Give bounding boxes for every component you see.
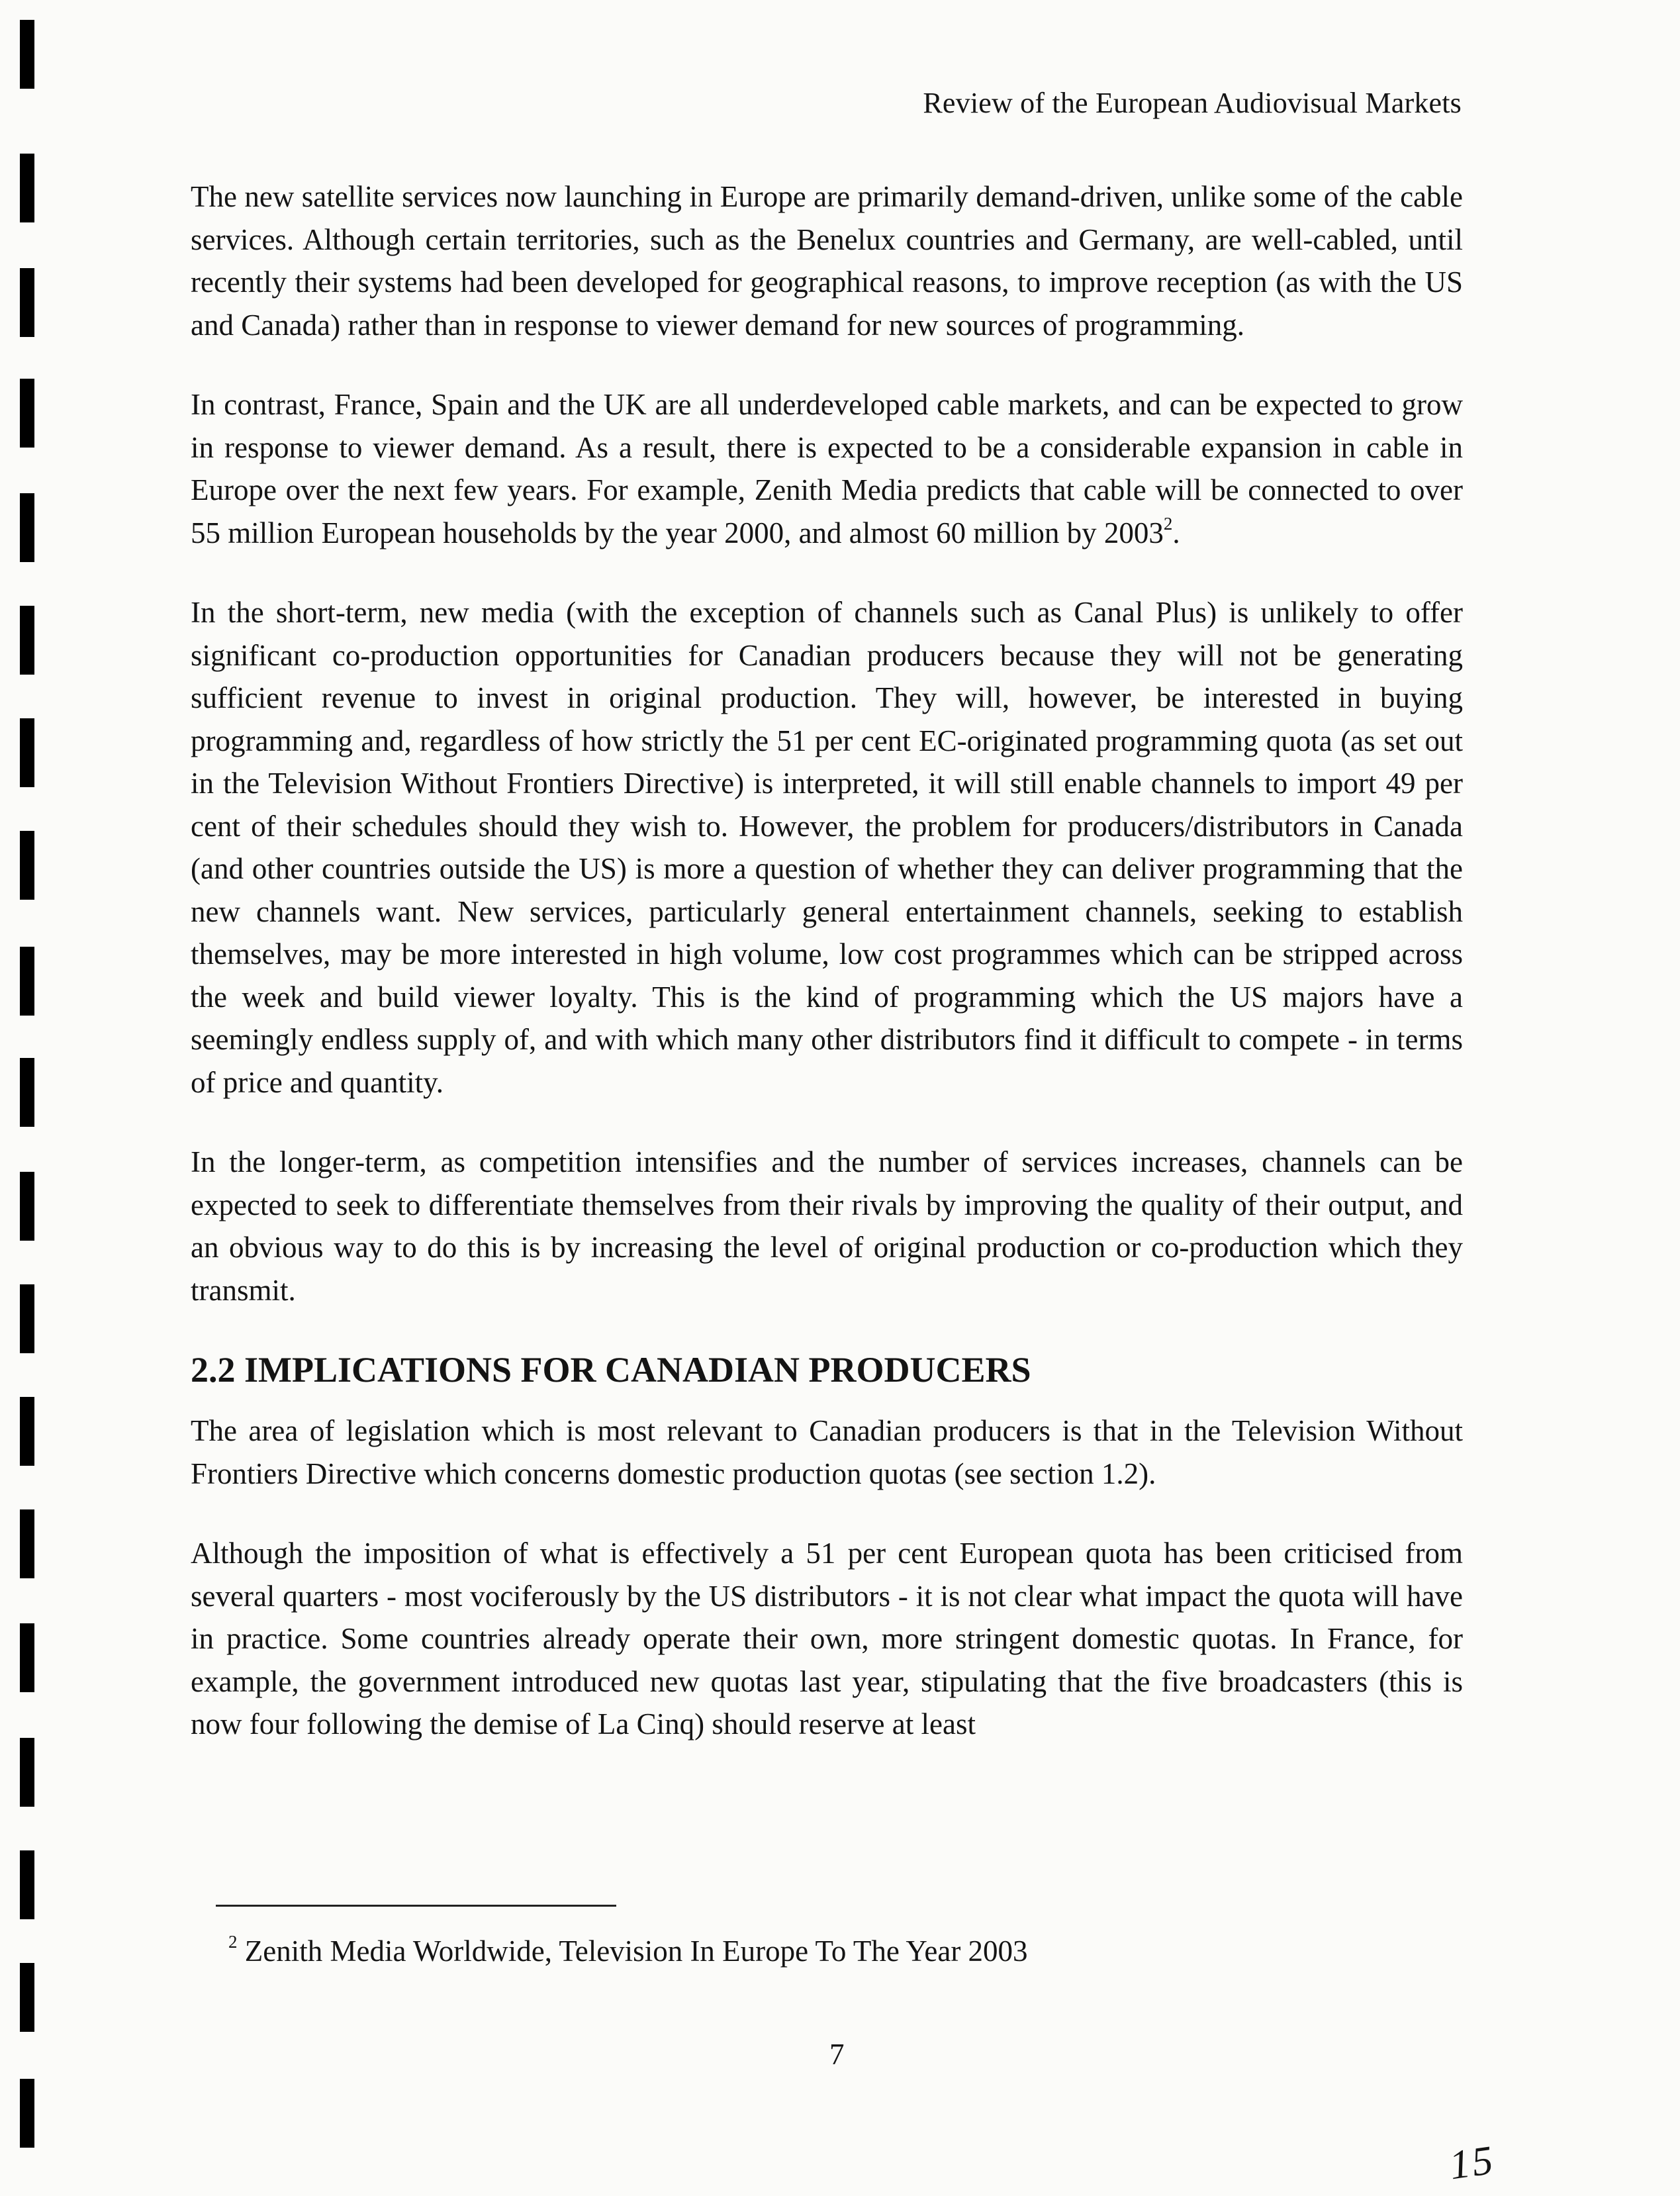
binding-hole: [20, 154, 34, 222]
binding-hole: [20, 1172, 34, 1241]
binding-hole: [20, 493, 34, 562]
binding-hole: [20, 831, 34, 900]
section-heading: 2.2 IMPLICATIONS FOR CANADIAN PRODUCERS: [191, 1350, 1031, 1390]
paragraph-end: .: [1172, 516, 1180, 549]
binding-hole: [20, 2079, 34, 2148]
paragraph: In the longer-term, as competition intensifies and the number of services increases, channels can be expected to seek to differentiate themselves from their rivals by improving the quality of their output, and an obvious way to do this is by increasing the level of original production or co-production which they transmit.: [191, 1145, 1463, 1307]
binding-hole: [20, 268, 34, 337]
footnote-reference: 2: [1163, 513, 1173, 534]
binding-hole: [20, 606, 34, 675]
body-text: [191, 175, 1463, 1783]
binding-hole: [20, 718, 34, 787]
paragraph: The new satellite services now launching in Europe are primarily demand-driven, unlike some of the cable services. Although certain territories, such as the Benelux countries and Germany, are well-cabled, until recently their systems had been developed for geographical reasons, to improve reception (as with the US and Canada) rather than in response to viewer demand for new sources of programming.: [191, 180, 1463, 342]
binding-hole: [20, 1623, 34, 1692]
binding-hole: [20, 1738, 34, 1807]
paragraph: In the short-term, new media (with the exception of channels such as Canal Plus) is unlikely to offer significant co-production opportunities for Canadian producers because they will not be generating sufficient revenue to invest in original production. They will, however, be interested in buying programming and, regardless of how strictly the 51 per cent EC-originated programming quota (as set out in the Television Without Frontiers Directive) is interpreted, it will still enable channels to import 49 per cent of their schedules should they wish to. However, the problem for producers/distributors in Canada (and other countries outside the US) is more a question of whether they can deliver programming that the new channels want. New services, particularly general entertainment channels, seeking to establish themselves, may be more interested in high volume, low cost programmes which can be stripped across the week and build viewer loyalty. This is the kind of programming which the US majors have a seemingly endless supply of, and with which many other distributors find it difficult to compete - in terms of price and quantity.: [191, 596, 1463, 1099]
paragraph-text: In contrast, France, Spain and the UK are all underdeveloped cable markets, and can be expected to grow in response to viewer demand. As a result, there is expected to be a considerable expansion in cable in Europe over the next few years. For example, Zenith Media predicts that cable will be connected to over 55 million European households by the year 2000, and almost 60 million by 2003: [191, 388, 1463, 549]
binding-hole: [20, 379, 34, 448]
footnote-divider: [216, 1905, 616, 1907]
handwritten-page-mark: 15: [1446, 2137, 1498, 2189]
footnote: [228, 1931, 1028, 1971]
binding-hole: [20, 947, 34, 1016]
binding-holes: [20, 0, 40, 2196]
footnote-marker: 2: [228, 1931, 238, 1952]
paragraph: [191, 383, 1463, 554]
binding-hole: [20, 1397, 34, 1466]
binding-hole: [20, 1963, 34, 2032]
paragraph: Although the imposition of what is effectively a 51 per cent European quota has been criticised from several quarters - most vociferously by the US distributors - it is not clear what impact the quota will have in practice. Some countries already operate their own, more stringent domestic quotas. In France, for example, the government introduced new quotas last year, stipulating that the five broadcasters (this is now four following the demise of La Cinq) should reserve at least: [191, 1537, 1463, 1741]
binding-hole: [20, 20, 34, 89]
binding-hole: [20, 1058, 34, 1127]
binding-hole: [20, 1284, 34, 1353]
binding-hole: [20, 1850, 34, 1919]
page-number: 7: [829, 2038, 845, 2071]
paragraph: The area of legislation which is most relevant to Canadian producers is that in the Television Without Frontiers Directive which concerns domestic production quotas (see section 1.2).: [191, 1414, 1463, 1490]
footnote-text: Zenith Media Worldwide, Television In Europe To The Year 2003: [244, 1934, 1028, 1968]
running-header: Review of the European Audiovisual Markets: [923, 87, 1462, 119]
binding-hole: [20, 1509, 34, 1578]
